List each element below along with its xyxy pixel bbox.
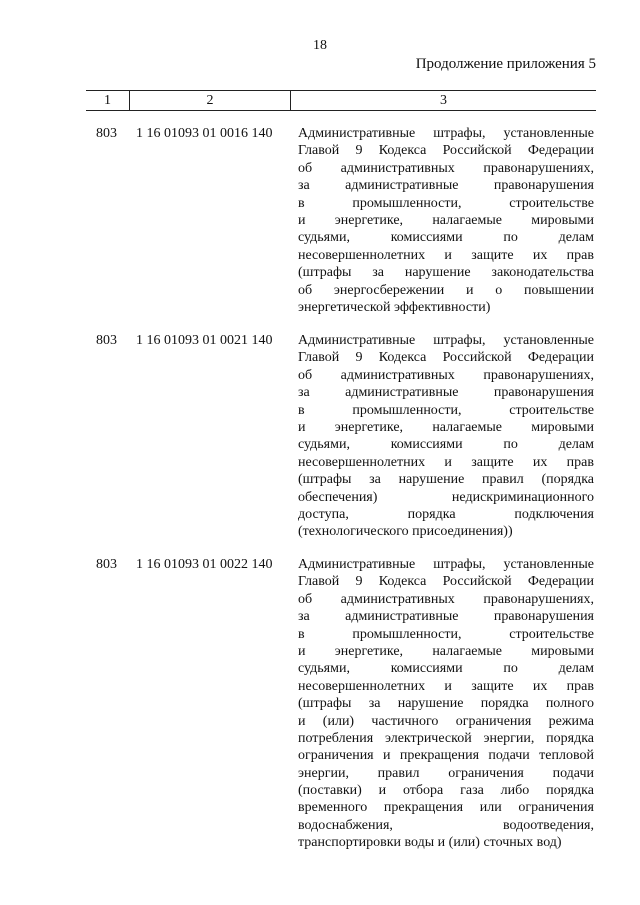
description-line: (поставки) и отбора газа либо порядка — [298, 783, 594, 799]
description-line: судьями, комиссиями по делам — [298, 230, 594, 246]
description-line: водоснабжения, водоотведения, — [298, 817, 594, 833]
description-line: Административные штрафы, установленные — [298, 126, 594, 141]
budget-classification-code: 1 16 01093 01 0016 140 — [136, 126, 273, 141]
description-line: в промышленности, строительстве — [298, 626, 594, 642]
description-line: Главой 9 Кодекса Российской Федерации — [298, 350, 594, 366]
revenue-description — [298, 125, 594, 316]
description-line: Административные штрафы, установленные — [298, 333, 594, 348]
description-line: (штрафы за нарушение законодательства — [298, 265, 594, 281]
description-line: и (или) частичного ограничения режима — [298, 713, 594, 729]
description-line: ограничения и прекращения подачи тепловой — [298, 748, 594, 764]
description-line: судьями, комиссиями по делам — [298, 661, 594, 677]
description-line: энергетической эффективности) — [298, 299, 491, 315]
description-line: за административные правонарушения — [298, 178, 594, 194]
description-line: Административные штрафы, установленные — [298, 557, 594, 572]
description-line: (штрафы за нарушение правил (порядка — [298, 472, 594, 488]
description-line: и энергетике, налагаемые мировыми — [298, 643, 594, 659]
description-line: судьями, комиссиями по делам — [298, 437, 594, 453]
description-line: Главой 9 Кодекса Российской Федерации — [298, 574, 594, 590]
description-line: обеспечения) недискриминационного — [298, 489, 594, 505]
description-line: транспортировки воды и (или) сточных вод) — [298, 835, 562, 851]
description-line: и энергетике, налагаемые мировыми — [298, 419, 594, 435]
description-line: несовершеннолетних и защите их прав — [298, 454, 594, 470]
continuation-caption: Продолжение приложения 5 — [415, 56, 596, 72]
description-line: (штрафы за нарушение порядка полного — [298, 696, 594, 712]
description-line: потребления электрической энергии, порядка — [298, 730, 594, 746]
admin-code: 803 — [96, 557, 117, 572]
admin-code: 803 — [96, 126, 117, 141]
revenue-description — [298, 332, 594, 541]
table-header-row — [86, 90, 596, 111]
revenue-description — [298, 556, 594, 852]
description-line: доступа, порядка подключения — [298, 506, 594, 522]
budget-classification-code: 1 16 01093 01 0021 140 — [136, 333, 273, 348]
description-line: об административных правонарушениях, — [298, 160, 594, 176]
description-line: несовершеннолетних и защите их прав — [298, 678, 594, 694]
column-header-2: 2 — [130, 91, 291, 110]
description-line: за административные правонарушения — [298, 609, 594, 625]
description-line: Главой 9 Кодекса Российской Федерации — [298, 143, 594, 159]
admin-code: 803 — [96, 333, 117, 348]
description-line: в промышленности, строительстве — [298, 402, 594, 418]
description-line: об административных правонарушениях, — [298, 367, 594, 383]
description-line: энергии, правил ограничения подачи — [298, 765, 594, 781]
description-line: и энергетике, налагаемые мировыми — [298, 212, 594, 228]
column-header-1: 1 — [86, 91, 130, 110]
description-line: за административные правонарушения — [298, 385, 594, 401]
description-line: временного прекращения или ограничения — [298, 800, 594, 816]
description-line: об энергосбережении и о повышении — [298, 282, 594, 298]
page-number: 18 — [313, 38, 327, 53]
description-line: об административных правонарушениях, — [298, 591, 594, 607]
column-header-3: 3 — [440, 93, 447, 108]
description-line: (технологического присоединения)) — [298, 524, 513, 540]
description-line: в промышленности, строительстве — [298, 195, 594, 211]
budget-classification-code: 1 16 01093 01 0022 140 — [136, 557, 273, 572]
description-line: несовершеннолетних и защите их прав — [298, 247, 594, 263]
